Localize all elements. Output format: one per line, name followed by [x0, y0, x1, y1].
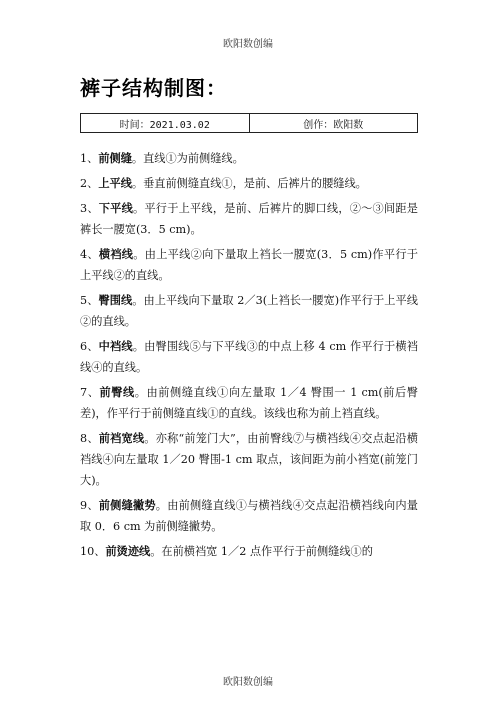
- item-text: 。由前侧缝直线①向左量取 1／4 臀围一 1 cm(前后臀差)，作平行于前侧缝直线①的直线。该线也称为前上裆直线。: [80, 386, 418, 420]
- list-item: [80, 495, 418, 537]
- item-text: 。垂直前侧缝直线①，是前、后裤片的腰缝线。: [131, 177, 367, 190]
- item-text: 。由臀围线⑤与下平线③的中点上移 4 cm 作平行于横裆线④的直线。: [80, 340, 418, 374]
- item-term: 前侧缝: [98, 152, 132, 165]
- item-term: 中裆线: [98, 340, 133, 353]
- list-item: [80, 148, 418, 169]
- item-text: 。由上平线向下量取 2／3(上裆长一腰宽)作平行于上平线②的直线。: [80, 294, 418, 328]
- item-term: 横裆线: [98, 248, 134, 261]
- item-term: 上平线: [98, 177, 132, 190]
- item-text: 。亦称“前笼门大”，由前臀线⑦与横裆线④交点起沿横裆线④向左量取 1／20 臀围-1 cm 取点，该间距为前小裆宽(前笼门大)。: [80, 432, 418, 487]
- item-text: 。由前侧缝直线①与横裆线④交点起沿横裆线向内量取 0．6 cm 为前侧缝撇势。: [80, 499, 418, 533]
- page-header: 欧阳数创编: [223, 39, 273, 50]
- meta-time: 时间：2021.03.02: [119, 119, 210, 131]
- list-item: [80, 541, 418, 562]
- meta-author: 创作：欧阳数: [249, 114, 418, 132]
- item-number: 9、: [80, 499, 99, 512]
- meta-table: [80, 113, 418, 133]
- item-term: 前裆宽线: [98, 432, 145, 445]
- item-term: 前臀线: [99, 386, 135, 399]
- item-number: 4、: [80, 248, 99, 261]
- item-text: 。由上平线②向下量取上裆长一腰宽(3．5 cm)作平行于上平线②的直线。: [80, 248, 418, 282]
- item-number: 10、: [80, 545, 106, 558]
- list-item: [80, 428, 418, 491]
- list-item: [80, 244, 418, 286]
- item-text: 。在前横裆宽 1／2 点作平行于前侧缝线①的: [150, 545, 373, 558]
- list-item: [80, 290, 418, 332]
- item-number: 6、: [80, 340, 99, 353]
- item-number: 2、: [80, 177, 99, 190]
- item-text: 。平行于上平线，是前、后裤片的脚口线，②～③间距是裤长一腰宽(3．5 cm)。: [80, 202, 418, 236]
- item-term: 下平线: [98, 202, 133, 215]
- item-number: 3、: [80, 202, 99, 215]
- item-text: 。直线①为前侧缝线。: [131, 152, 244, 165]
- item-term: 前烫迹线: [105, 545, 151, 558]
- list-item: [80, 336, 418, 378]
- page-title: 裤子结构制图：: [80, 76, 227, 100]
- page-footer: 欧阳数创编: [223, 677, 273, 688]
- list-item: [80, 382, 418, 424]
- list-item: [80, 198, 418, 240]
- list-item: [80, 173, 418, 194]
- item-number: 8、: [80, 432, 99, 445]
- item-term: 前侧缝撇势: [98, 499, 156, 512]
- item-number: 5、: [80, 294, 99, 307]
- item-number: 1、: [80, 152, 99, 165]
- item-term: 臀围线: [98, 294, 133, 307]
- definition-list: [80, 148, 418, 566]
- item-number: 7、: [80, 386, 100, 399]
